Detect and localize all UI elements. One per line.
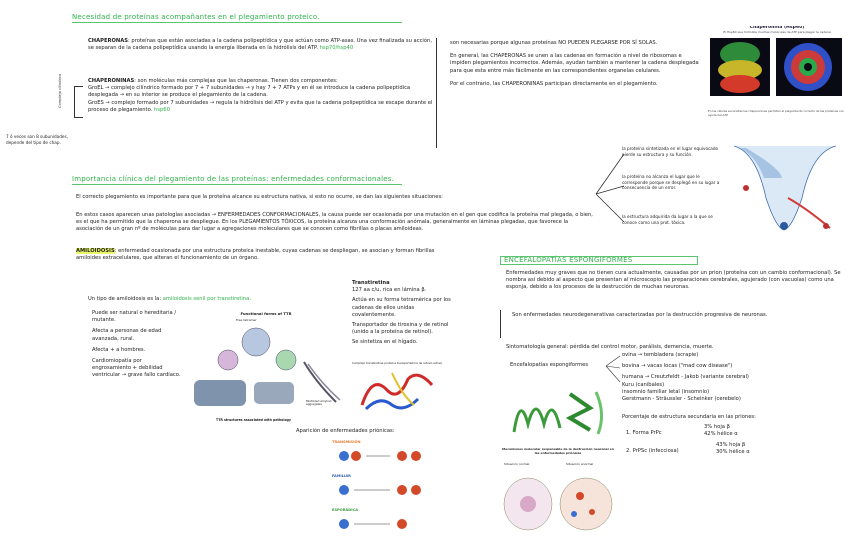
right-col-1: son necesarias porque algunas proteínas NO PUEDEN PLEGARSE POR SÍ SOLAS.	[450, 40, 658, 46]
mec-left-label: Situación normal	[504, 462, 530, 466]
right-column-text	[450, 40, 700, 88]
transtiretina-item: Actúa en su forma tetramérica por los cadenas de ellos unidas covalentemente.	[352, 297, 451, 318]
groes-tag: hsp60	[153, 106, 170, 113]
prion2-values	[716, 442, 806, 456]
ttr-fibrils-label: Misfolded amyloid aggregates	[306, 399, 332, 407]
bullet-item: Cardiomiopatía por engrosamiento + debilidad ventricular → grave fallo cardíaco.	[92, 358, 181, 379]
bullet-item: Puede ser natural o hereditaria / mutante.	[92, 310, 177, 324]
amiloidosis-paragraph	[76, 248, 451, 262]
funnel-image	[726, 138, 844, 240]
chaperonas-tag: hsp70/hsp40	[319, 45, 354, 52]
aparicion-title: Aparición de enfermedades priónicas:	[296, 428, 395, 434]
arrow-text-1: la proteína sintetizada en el lugar equivocado pierde su estructura y su función.	[622, 146, 719, 157]
amiloidosis-tipo-green: amiloidosis senil por transtiretina.	[162, 296, 251, 302]
side-note: 7 ó veces son 8 subunidades, depende del tipo de chap.	[6, 134, 68, 145]
side-bracket	[74, 86, 83, 118]
side-vertical-note: Complejo cilíndrico	[58, 73, 62, 108]
chaperonin-title: Chaperonina (Hsp60)	[749, 26, 805, 30]
ttr-image	[186, 322, 346, 422]
mecanismos-figure	[500, 448, 616, 540]
chaperoninas-text: : son moléculas más complejas que las chaperonas. Tienen dos componentes:	[134, 78, 338, 84]
bullet-item: Afecta + a hombres.	[92, 346, 146, 353]
prion2-a: 43% hoja β	[716, 442, 746, 448]
transtiretina-box	[352, 280, 452, 347]
groel-text: GroEL → complejo cilíndrico formado por 7 + 7 subunidades → y hay 7 + 7 ATPs y en él se introduce la cadena polipeptídica desplegada → en su interior se produce el plegamiento de la cadena.	[88, 85, 411, 99]
amiloidosis-text: : enfermedad ocasionada por una estructura proteica inestable, cuyas cadenas se despliegan, se asocian y forman fibrillas amiloides extracelulares, que alteran el funcionamiento de un órgano.	[76, 248, 435, 262]
bullet-item: Afecta a personas de edad avanzada, rural.	[92, 328, 162, 342]
ep-paragraph-1: Enfermedades muy graves que no tienen cura actualmente, causadas por un prion (proteína con un cambio conformacional). Se nombra así debido al aspecto que presentan al microscopio las preparaciones cerebrales, agujerado (con vacuolas) como una esponja, debido a los procesos de la destrucción de muchas neuronas.	[506, 270, 841, 291]
ep-title: ENCEFALOPATÍAS ESPONGIFORMES	[500, 256, 698, 265]
transtiretina-item: 127 aa c/u, rica en lámina β.	[352, 287, 427, 294]
chaperonin-figure	[708, 26, 846, 126]
prion-type-familiar: FAMILIAR	[332, 474, 351, 478]
importancia-p1: El correcto plegamiento es importante para que la proteína alcance su estructura nativa, si esto no ocurre, se dan las siguientes situaciones:	[76, 194, 443, 200]
groes-text: GroES → complejo formado por 7 subunidades → regula la hidrólisis del ATP y evita que la cadena polipeptídica se escape durante el proceso de plegamiento.	[88, 99, 433, 113]
importancia-p2: En estos casos aparecen unas patologías asociadas → ENFERMEDADES CONFORMACIONALES, la causa puede ser ocasionada por una mutación en el gen que codifica la proteína mal plegada, o bien, es el que ha permitido que la chaperona se despliegue. En los PLEGAMIENTOS TÓXICOS, la proteína alcanza una conformación anómala, generalmente en láminas plegadas, que favorece la asociación de un gran nº de moléculas para dar lugar a agregaciones moleculares que se conocen como fibrillas o placas amiloideas.	[76, 212, 593, 233]
ep-paragraph-2: Son enfermedades neurodegenerativas caracterizadas por la destrucción progresiva de neuronas.	[512, 312, 768, 318]
amiloidosis-label: AMILOIDOSIS	[76, 248, 115, 254]
transtiretina-item: Transportador de tiroxina y de retinol (unido a la proteína de retinol).	[352, 322, 449, 336]
encef-item: Kuru (caníbales)	[622, 381, 665, 388]
prion-appearance-image	[330, 438, 440, 536]
complejo-figure	[352, 362, 448, 422]
ttr-bottom-label: TTR structures associated with pathology	[216, 418, 292, 422]
right-col-2: En general, las CHAPERONAS se unen a las cadenas en formación a nivel de ribosomas e impiden plegamientos incorrectos. Además, ayudan también a mantener la cadena desplegada para que esta entre más fácilmente en las correspondientes organelas celulares.	[450, 53, 699, 74]
arrow-text-3: la estructura adquirida da lugar a la que se conoce como una prot. tóxica.	[622, 214, 713, 225]
sintomatologia: Sintomatología general: pérdida del control motor, parálisis, demencia, muerte.	[506, 344, 714, 350]
mec-right-label: Situación anormal	[566, 462, 594, 466]
encef-item: Gerstmann - Sträussler - Scheinker (cerebelo)	[622, 396, 741, 403]
chaperonin-caption: En las células eucariotas las chaperoninas permiten el plegamiento correcto de las proteínas con ayuda del ATP.	[708, 109, 845, 117]
section-title-necesidad: Necesidad de proteínas acompañantes en el plegamiento proteico.	[72, 14, 402, 23]
section-title-importancia: Importancia clínica del plegamiento de las proteínas: enfermedades conformacionales.	[72, 176, 402, 185]
encef-item: bovina → vacas locas ("mad cow disease")	[622, 363, 733, 370]
prion2-label: 2. PrPSc (infecciosa)	[626, 448, 679, 454]
mecanismos-title: Mecanismos molecular responsable de la destrucción neuronal en las enfermedades priónicas	[502, 448, 614, 455]
mecanismos-image	[500, 468, 616, 540]
chaperonas-paragraph	[88, 38, 433, 52]
amiloidosis-tipo-line	[88, 296, 358, 303]
encef-item: ovina → tembladera (scrapie)	[622, 352, 699, 358]
ttr-title: Functional forms of TTR	[240, 312, 292, 316]
encef-item: humana → Creutzfeldt - Jakob (variante cerebral)	[622, 374, 749, 381]
chaperonin-subtitle: El Hsp60 que hidroliza muchas moléculas de ATP para plegar la cadena	[723, 29, 831, 34]
folding-funnel-figure	[726, 138, 844, 240]
prion1-values	[704, 424, 794, 438]
prion2-b: 30% hélice α	[716, 449, 750, 456]
encef-list	[622, 352, 842, 403]
chaperonas-label: CHAPERONAS	[88, 38, 129, 44]
prion-structure-image	[506, 384, 614, 440]
prion-type-transmision: TRANSMISIÓN	[332, 440, 361, 444]
chaperonas-text: : proteínas que están asociadas a la cadena polipeptídica y que actúan como ATP-asas. Una vez finalizada su acción, se separan de la cadena polipeptídica usando la energía liberada en la hidrólisis del ATP.	[88, 38, 432, 52]
transtiretina-item: Se sintetiza en el hígado.	[352, 339, 418, 346]
ep-quote-bar	[500, 310, 503, 338]
ttr-figure	[186, 312, 346, 428]
prion-appearance-figure	[330, 438, 440, 536]
ttr-free-label: Free tetramer	[236, 318, 257, 322]
encefalopatias-label: Encefalopatías espongiformes	[510, 362, 589, 368]
prion1-label: 1. Forma PrPc	[626, 430, 662, 436]
chaperoninas-paragraph	[88, 78, 433, 114]
chaperoninas-label: CHAPERONINAS	[88, 78, 135, 84]
arrow-text-2: la proteína no alcanza el lugar que le corresponde porque se desplegó en su lugar a consecuencia de un error.	[622, 174, 720, 191]
encef-item: insomnio familiar letal (insomnio)	[622, 388, 710, 395]
chaperonin-image	[708, 34, 846, 106]
amiloidosis-tipo: Un tipo de amiloidosis es la:	[88, 296, 162, 302]
amiloidosis-bullets	[92, 310, 182, 380]
right-col-3: Por el contrario, las CHAPERONINAS participan directamente en el plegamiento.	[450, 80, 658, 87]
transtiretina-title: Transtiretina	[352, 280, 390, 286]
porcentaje-title: Porcentaje de estructura secundaria en las priones:	[622, 414, 756, 420]
column-divider	[436, 38, 439, 148]
complejo-image	[352, 365, 448, 417]
complejo-title: Complejo transtiretina-proteína transportadora de retinol-retinol	[352, 362, 442, 365]
prion-structure-figure	[506, 384, 614, 440]
prion1-a: 3% hoja β	[704, 424, 730, 430]
prion1-b: 42% hélice α	[704, 431, 738, 438]
prion-type-esporadica: ESPORÁDICA	[332, 508, 359, 512]
